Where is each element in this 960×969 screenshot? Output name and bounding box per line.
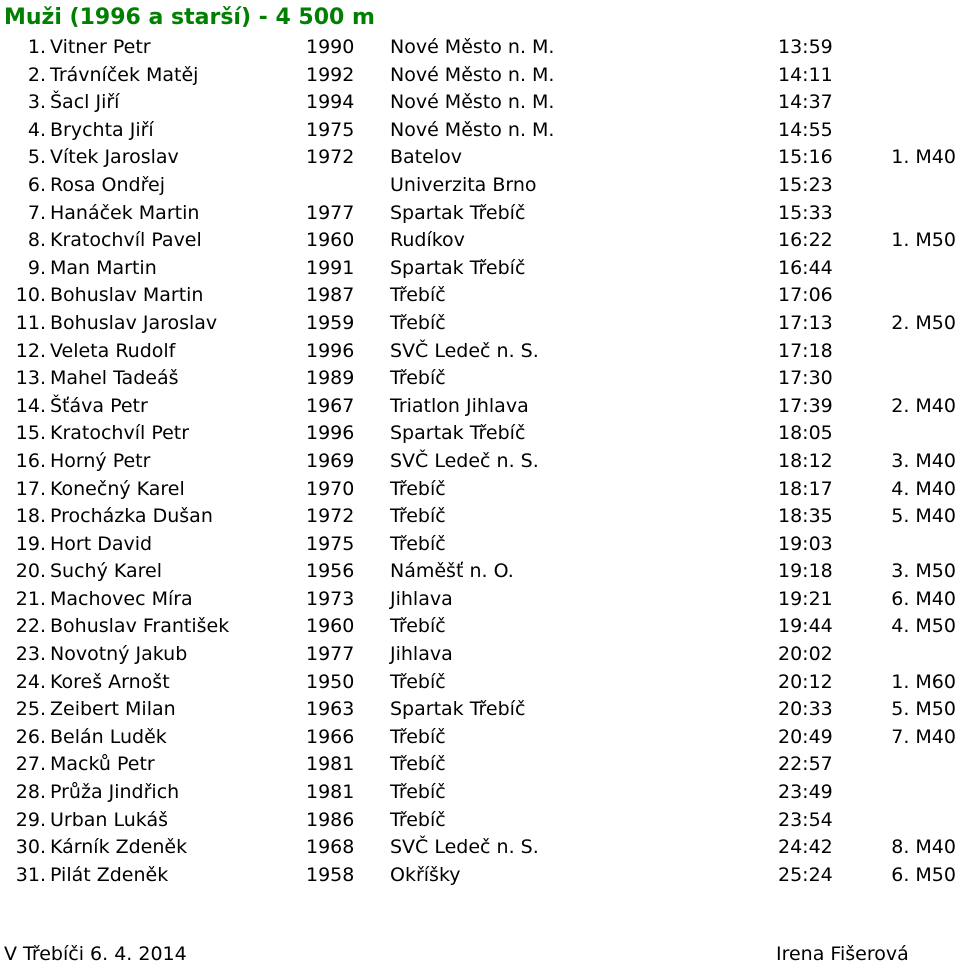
result-year: 1975 — [306, 118, 355, 141]
result-club: Třebíč — [390, 311, 446, 334]
result-name: Rosa Ondřej — [50, 173, 165, 196]
result-rank: 7. — [27, 201, 46, 224]
result-year: 1975 — [306, 532, 355, 555]
result-rank: 17. — [15, 477, 46, 500]
result-year: 1950 — [306, 670, 355, 693]
result-time: 20:02 — [778, 643, 833, 666]
result-row — [0, 255, 960, 283]
result-name: Bohuslav Jaroslav — [50, 311, 218, 334]
result-year: 1972 — [306, 505, 355, 528]
result-club: Třebíč — [390, 532, 446, 555]
result-row — [0, 531, 960, 559]
result-club: Triatlon Jihlava — [390, 394, 529, 417]
result-rank: 6. — [27, 173, 46, 196]
result-row — [0, 200, 960, 228]
result-rank: 18. — [15, 505, 46, 528]
result-year: 1966 — [306, 725, 355, 748]
result-year: 1963 — [306, 698, 355, 721]
result-category: 1. M60 — [891, 670, 956, 693]
result-name: Kratochvíl Petr — [50, 422, 190, 445]
result-rank: 26. — [15, 725, 46, 748]
result-year: 1960 — [306, 615, 355, 638]
result-name: Šacl Jiří — [50, 91, 120, 114]
result-rank: 25. — [15, 698, 46, 721]
result-name: Novotný Jakub — [50, 643, 188, 666]
result-rank: 3. — [27, 91, 46, 114]
result-year: 1967 — [306, 394, 355, 417]
result-rank: 21. — [15, 587, 46, 610]
result-time: 13:59 — [778, 36, 833, 58]
result-time: 23:54 — [778, 808, 833, 831]
result-category: 3. M40 — [891, 449, 956, 472]
result-time: 17:39 — [778, 394, 833, 417]
result-name: Brychta Jiří — [50, 118, 154, 141]
result-time: 20:33 — [778, 698, 833, 721]
result-club: Spartak Třebíč — [390, 201, 526, 224]
result-time: 19:03 — [778, 532, 833, 555]
result-club: Jihlava — [390, 587, 453, 610]
result-name: Machovec Míra — [50, 587, 193, 610]
result-club: Třebíč — [390, 725, 446, 748]
result-row — [0, 89, 960, 117]
result-rank: 4. — [27, 118, 46, 141]
result-club: Nové Město n. M. — [390, 91, 555, 114]
result-name: Urban Lukáš — [50, 808, 169, 831]
result-time: 15:16 — [778, 146, 833, 169]
result-row — [0, 751, 960, 779]
result-club: Jihlava — [390, 643, 453, 666]
result-year: 1990 — [306, 36, 355, 58]
result-name: Konečný Karel — [50, 477, 185, 500]
result-club: Nové Město n. M. — [390, 118, 555, 141]
result-year: 1969 — [306, 449, 355, 472]
result-row — [0, 310, 960, 338]
result-row — [0, 613, 960, 641]
result-row — [0, 393, 960, 421]
result-year: 1996 — [306, 422, 355, 445]
result-club: Třebíč — [390, 808, 446, 831]
result-row — [0, 779, 960, 807]
result-year: 1994 — [306, 91, 355, 114]
result-club: Třebíč — [390, 367, 446, 390]
result-rank: 8. — [27, 229, 46, 252]
result-time: 20:12 — [778, 670, 833, 693]
result-time: 17:30 — [778, 367, 833, 390]
result-time: 15:23 — [778, 173, 833, 196]
result-row — [0, 172, 960, 200]
result-category: 5. M50 — [891, 698, 956, 721]
result-row — [0, 420, 960, 448]
result-time: 19:44 — [778, 615, 833, 638]
result-row — [0, 807, 960, 835]
result-rank: 11. — [15, 311, 46, 334]
result-club: SVČ Ledeč n. S. — [390, 339, 539, 362]
result-year: 1973 — [306, 587, 355, 610]
result-rank: 24. — [15, 670, 46, 693]
result-time: 23:49 — [778, 781, 833, 804]
result-year: 1972 — [306, 146, 355, 169]
result-row — [0, 448, 960, 476]
result-club: Okříšky — [390, 863, 461, 886]
result-category: 7. M40 — [891, 725, 956, 748]
result-category: 6. M50 — [891, 863, 956, 886]
result-club: Spartak Třebíč — [390, 422, 526, 445]
result-name: Suchý Karel — [50, 560, 163, 583]
result-time: 17:18 — [778, 339, 833, 362]
result-time: 14:37 — [778, 91, 833, 114]
result-year: 1977 — [306, 201, 355, 224]
result-row — [0, 586, 960, 614]
result-category: 4. M40 — [891, 477, 956, 500]
result-time: 24:42 — [778, 836, 833, 859]
result-time: 17:06 — [778, 284, 833, 307]
result-club: Třebíč — [390, 753, 446, 776]
result-name: Průža Jindřich — [50, 781, 180, 804]
result-name: Bohuslav František — [50, 615, 230, 638]
result-club: Spartak Třebíč — [390, 698, 526, 721]
result-name: Bohuslav Martin — [50, 284, 204, 307]
result-year: 1958 — [306, 863, 355, 886]
result-name: Vítek Jaroslav — [50, 146, 179, 169]
result-row — [0, 834, 960, 862]
result-club: Třebíč — [390, 670, 446, 693]
result-year: 1996 — [306, 339, 355, 362]
result-time: 16:44 — [778, 256, 833, 279]
result-name: Belán Luděk — [50, 725, 167, 748]
result-club: Třebíč — [390, 615, 446, 638]
result-row — [0, 724, 960, 752]
result-rank: 16. — [15, 449, 46, 472]
result-category: 2. M40 — [891, 394, 956, 417]
result-year: 1968 — [306, 836, 355, 859]
result-row — [0, 641, 960, 669]
result-category: 8. M40 — [891, 836, 956, 859]
result-time: 19:18 — [778, 560, 833, 583]
result-rank: 13. — [15, 367, 46, 390]
result-time: 22:57 — [778, 753, 833, 776]
result-row — [0, 117, 960, 145]
result-club: Třebíč — [390, 781, 446, 804]
result-name: Man Martin — [50, 256, 157, 279]
result-rank: 9. — [27, 256, 46, 279]
result-name: Pilát Zdeněk — [50, 863, 169, 886]
result-club: Náměšť n. O. — [390, 560, 514, 583]
result-rank: 29. — [15, 808, 46, 831]
result-rank: 5. — [27, 146, 46, 169]
result-time: 16:22 — [778, 229, 833, 252]
result-club: Spartak Třebíč — [390, 256, 526, 279]
result-year: 1956 — [306, 560, 355, 583]
result-club: Třebíč — [390, 477, 446, 500]
result-row — [0, 503, 960, 531]
result-time: 14:11 — [778, 63, 833, 86]
result-club: SVČ Ledeč n. S. — [390, 449, 539, 472]
result-name: Kratochvíl Pavel — [50, 229, 202, 252]
result-time: 18:35 — [778, 505, 833, 528]
result-rank: 23. — [15, 643, 46, 666]
result-row — [0, 669, 960, 697]
result-rank: 20. — [15, 560, 46, 583]
result-club: Nové Město n. M. — [390, 36, 555, 58]
result-rank: 30. — [15, 836, 46, 859]
result-rank: 28. — [15, 781, 46, 804]
result-category: 1. M40 — [891, 146, 956, 169]
result-rank: 31. — [15, 863, 46, 886]
result-rank: 14. — [15, 394, 46, 417]
result-row — [0, 558, 960, 586]
result-name: Vitner Petr — [50, 36, 151, 58]
result-year: 1981 — [306, 781, 355, 804]
result-time: 18:17 — [778, 477, 833, 500]
result-name: Horný Petr — [50, 449, 151, 472]
result-category: 1. M50 — [891, 229, 956, 252]
result-rank: 2. — [27, 63, 46, 86]
result-row — [0, 365, 960, 393]
result-time: 18:12 — [778, 449, 833, 472]
result-club: Třebíč — [390, 284, 446, 307]
result-year: 1981 — [306, 753, 355, 776]
result-club: Batelov — [390, 146, 462, 169]
result-category: 3. M50 — [891, 560, 956, 583]
result-name: Hanáček Martin — [50, 201, 200, 224]
result-rank: 27. — [15, 753, 46, 776]
result-time: 14:55 — [778, 118, 833, 141]
result-rank: 12. — [15, 339, 46, 362]
result-club: Třebíč — [390, 505, 446, 528]
result-row — [0, 227, 960, 255]
result-club: Nové Město n. M. — [390, 63, 555, 86]
result-time: 19:21 — [778, 587, 833, 610]
result-time: 20:49 — [778, 725, 833, 748]
result-row — [0, 34, 960, 62]
page-title: Muži (1996 a starší) - 4 500 m — [4, 5, 375, 30]
result-club: SVČ Ledeč n. S. — [390, 836, 539, 859]
result-name: Macků Petr — [50, 753, 155, 776]
result-rank: 15. — [15, 422, 46, 445]
result-year: 1991 — [306, 256, 355, 279]
result-club: Univerzita Brno — [390, 173, 537, 196]
result-rank: 19. — [15, 532, 46, 555]
result-name: Hort David — [50, 532, 153, 555]
result-year: 1987 — [306, 284, 355, 307]
result-row — [0, 476, 960, 504]
result-name: Koreš Arnošt — [50, 670, 170, 693]
result-rank: 1. — [27, 36, 46, 58]
result-row — [0, 338, 960, 366]
result-year: 1989 — [306, 367, 355, 390]
result-club: Rudíkov — [390, 229, 465, 252]
footer-place-date: V Třebíči 6. 4. 2014 — [4, 943, 187, 965]
result-category: 2. M50 — [891, 311, 956, 334]
result-time: 18:05 — [778, 422, 833, 445]
result-year: 1960 — [306, 229, 355, 252]
result-row — [0, 696, 960, 724]
result-time: 25:24 — [778, 863, 833, 886]
result-row — [0, 862, 960, 890]
result-row — [0, 282, 960, 310]
result-name: Šťáva Petr — [50, 394, 148, 417]
result-name: Trávníček Matěj — [50, 63, 199, 86]
result-year: 1959 — [306, 311, 355, 334]
result-time: 15:33 — [778, 201, 833, 224]
result-row — [0, 144, 960, 172]
result-year: 1970 — [306, 477, 355, 500]
result-rank: 22. — [15, 615, 46, 638]
result-category: 6. M40 — [891, 587, 956, 610]
result-year: 1992 — [306, 63, 355, 86]
result-name: Veleta Rudolf — [50, 339, 176, 362]
result-year: 1977 — [306, 643, 355, 666]
result-name: Mahel Tadeáš — [50, 367, 179, 390]
result-year: 1986 — [306, 808, 355, 831]
result-rank: 10. — [15, 284, 46, 307]
result-row — [0, 62, 960, 90]
result-category: 5. M40 — [891, 505, 956, 528]
results-list — [0, 34, 960, 889]
footer-signature: Irena Fišerová — [776, 943, 909, 965]
result-time: 17:13 — [778, 311, 833, 334]
result-name: Zeibert Milan — [50, 698, 176, 721]
result-name: Procházka Dušan — [50, 505, 213, 528]
result-name: Kárník Zdeněk — [50, 836, 188, 859]
result-category: 4. M50 — [891, 615, 956, 638]
